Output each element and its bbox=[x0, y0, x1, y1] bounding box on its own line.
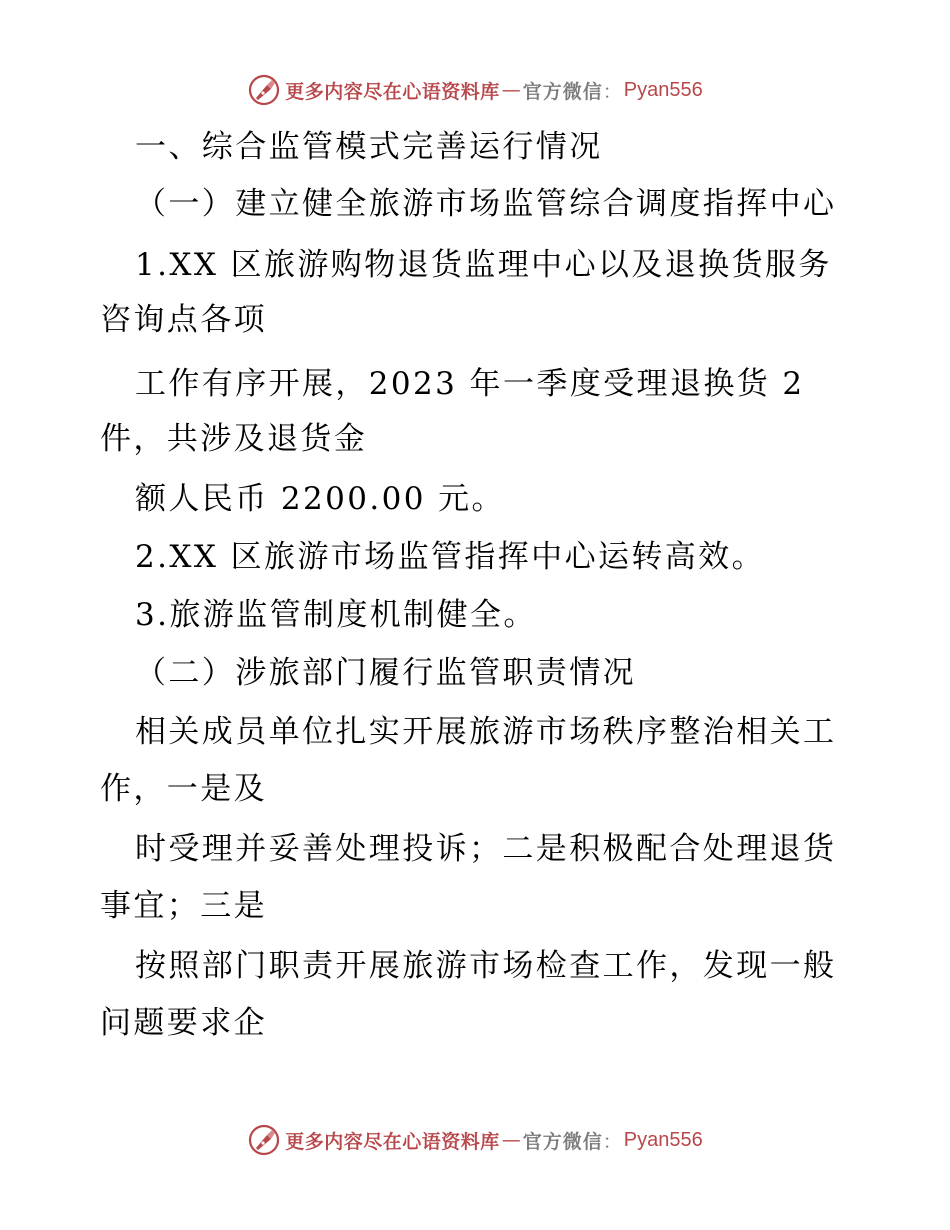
wechat-colon: ： bbox=[602, 80, 622, 103]
subsection-heading-1: （一）建立健全旅游市场监管综合调度指挥中心 bbox=[135, 186, 837, 222]
watermark-banner-bottom bbox=[0, 1120, 950, 1160]
paragraph-line: 咨询点各项 bbox=[100, 302, 267, 338]
watermark-separator: — bbox=[501, 79, 521, 101]
paragraph-line: 时受理并妥善处理投诉；二是积极配合处理退货 bbox=[135, 831, 837, 867]
watermark-text: 更多内容尽在心语资料库 bbox=[285, 80, 500, 103]
paragraph-line: 问题要求企 bbox=[100, 1005, 267, 1041]
pen-nib-logo-icon bbox=[247, 1123, 281, 1157]
watermark-separator: — bbox=[501, 1129, 521, 1151]
paragraph-line: 3.旅游监管制度机制健全。 bbox=[135, 597, 537, 633]
paragraph-line: 工作有序开展，2023 年一季度受理退换货 2 bbox=[135, 366, 805, 402]
wechat-label: 官方微信 bbox=[522, 1130, 603, 1153]
wechat-label: 官方微信 bbox=[522, 80, 603, 103]
section-heading-1: 一、综合监管模式完善运行情况 bbox=[135, 129, 603, 165]
wechat-id: Pyan556 bbox=[623, 1128, 703, 1151]
paragraph-line: 额人民币 2200.00 元。 bbox=[135, 481, 505, 517]
wechat-colon: ： bbox=[602, 1130, 622, 1153]
wechat-id: Pyan556 bbox=[623, 78, 703, 101]
watermark-text: 更多内容尽在心语资料库 bbox=[285, 1130, 500, 1153]
paragraph-line: 2.XX 区旅游市场监管指挥中心运转高效。 bbox=[135, 539, 765, 575]
paragraph-line: 件，共涉及退货金 bbox=[100, 421, 368, 457]
paragraph-line: 1.XX 区旅游购物退货监理中心以及退换货服务 bbox=[135, 247, 832, 283]
pen-nib-logo-icon bbox=[247, 73, 281, 107]
paragraph-line: 相关成员单位扎实开展旅游市场秩序整治相关工 bbox=[135, 714, 837, 750]
watermark-banner-top bbox=[0, 70, 950, 110]
paragraph-line: 事宜；三是 bbox=[100, 888, 267, 924]
subsection-heading-2: （二）涉旅部门履行监管职责情况 bbox=[135, 655, 636, 691]
paragraph-line: 作，一是及 bbox=[100, 771, 267, 807]
paragraph-line: 按照部门职责开展旅游市场检查工作，发现一般 bbox=[135, 948, 837, 984]
